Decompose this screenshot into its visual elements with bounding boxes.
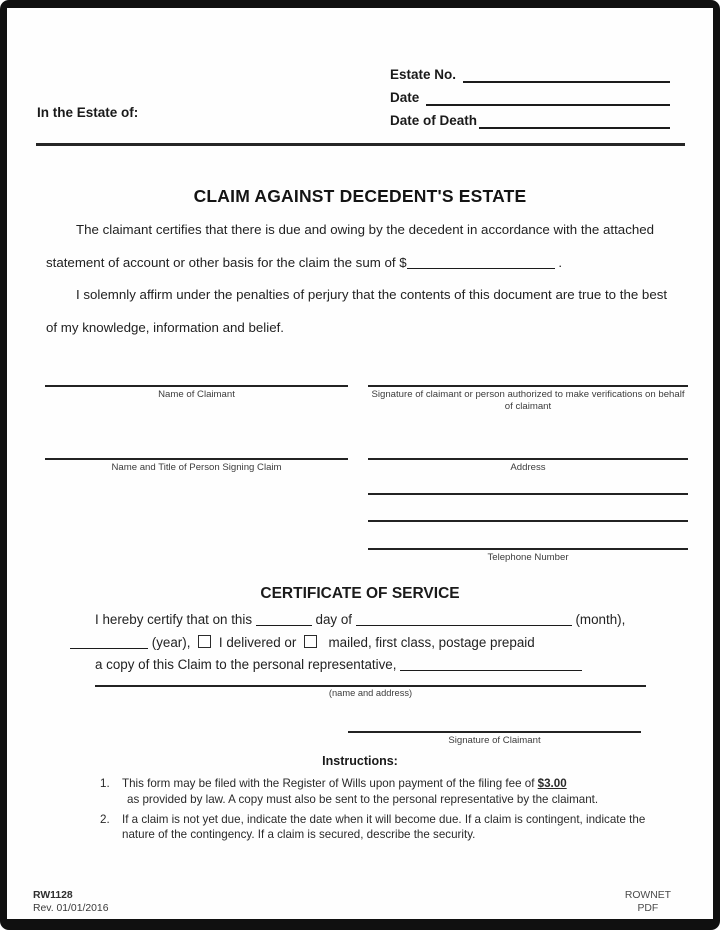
certificate-line-3 <box>95 656 643 672</box>
signature-authorized-label: Signature of claimant or person authorized to make verifications on behalf of claimant <box>371 389 685 412</box>
instruction-1-text-a: This form may be filed with the Register of Wills upon payment of the filing fee of <box>122 777 538 790</box>
claim-paragraph-1 <box>46 214 670 279</box>
estate-no-label: Estate No. <box>390 67 457 82</box>
footer-right <box>625 889 671 915</box>
name-title-line <box>45 458 348 474</box>
form-page <box>7 8 713 919</box>
certificate-line-2 <box>70 634 643 650</box>
address-extra-line-2 <box>368 520 688 522</box>
revision-date: Rev. 01/01/2016 <box>33 903 109 914</box>
footer-rownet: ROWNET <box>624 890 671 901</box>
certificate-line-1 <box>95 611 643 627</box>
name-address-line <box>95 685 646 698</box>
instructions-title: Instructions: <box>322 754 398 768</box>
signature-of-claimant-line <box>348 731 641 746</box>
form-title: CLAIM AGAINST DECEDENT'S ESTATE <box>193 186 527 206</box>
instruction-2-text: If a claim is not yet due, indicate the date when it will become due. If a claim is contingent, indicate the nature of the contingency. If a claim is secured, describe the security. <box>122 812 646 841</box>
telephone-line <box>368 548 688 564</box>
claim-paragraph-2: I solemnly affirm under the penalties of perjury that the contents of this document are true to the best of my knowledge, information and belief. <box>46 287 668 335</box>
certificate-body <box>95 611 643 679</box>
claim-paragraph-1-text: The claimant certifies that there is due and owing by the decedent in accordance with the attached statement of account or other basis for the claim the sum of $ <box>46 222 655 270</box>
month-blank <box>356 611 572 626</box>
copy-claim-text: a copy of this Claim to the personal representative, <box>95 657 397 672</box>
date-line <box>426 86 670 106</box>
instruction-item-2 <box>100 812 666 843</box>
instruction-item-1 <box>100 776 666 807</box>
mailed-checkbox-icon <box>304 635 317 648</box>
certificate-title: CERTIFICATE OF SERVICE <box>260 585 460 602</box>
name-title-label: Name and Title of Person Signing Claim <box>111 462 282 473</box>
name-of-claimant-label: Name of Claimant <box>158 389 235 400</box>
representative-blank <box>400 656 582 671</box>
instruction-1-text-b: as provided by law. A copy must also be sent to the personal representative by the claimant. <box>127 792 599 806</box>
name-of-claimant-line <box>45 385 348 401</box>
form-number: RW1128 <box>33 890 73 901</box>
mailed-text: mailed, first class, postage prepaid <box>328 634 535 650</box>
claim-paragraphs <box>46 214 670 344</box>
signature-authorized-line <box>368 385 688 413</box>
certify-text: I hereby certify that on this <box>95 612 253 627</box>
footer-pdf: PDF <box>637 903 659 914</box>
day-blank <box>256 611 312 626</box>
header-fields <box>390 60 670 129</box>
header-divider <box>36 143 685 146</box>
month-text: (month), <box>575 612 626 627</box>
date-label: Date <box>390 90 420 105</box>
name-address-label: (name and address) <box>328 688 413 698</box>
address-extra-line-1 <box>368 493 688 495</box>
date-of-death-row <box>390 106 670 129</box>
in-the-estate-of-label: In the Estate of: <box>37 105 139 120</box>
address-line <box>368 458 688 474</box>
claim-sum-blank <box>407 254 555 269</box>
instruction-2-number: 2. <box>100 812 110 826</box>
year-text: (year), <box>151 634 191 650</box>
address-label: Address <box>510 462 546 473</box>
year-blank <box>70 634 148 649</box>
estate-no-row <box>390 60 670 83</box>
instruction-1-text <box>122 776 666 807</box>
day-of-text: day of <box>315 612 352 627</box>
date-of-death-label: Date of Death <box>390 113 478 128</box>
footer-left <box>33 889 108 915</box>
estate-no-line <box>463 63 670 83</box>
date-row <box>390 83 670 106</box>
delivered-text: I delivered or <box>218 634 297 650</box>
filing-fee-amount: $3.00 <box>537 777 567 790</box>
telephone-label: Telephone Number <box>487 552 569 563</box>
claim-paragraph-1-period: . <box>558 254 563 270</box>
signature-of-claimant-label: Signature of Claimant <box>448 735 541 746</box>
delivered-checkbox-icon <box>198 635 211 648</box>
instruction-1-number: 1. <box>100 777 110 790</box>
instructions-list <box>100 776 666 847</box>
date-of-death-line <box>479 109 670 129</box>
